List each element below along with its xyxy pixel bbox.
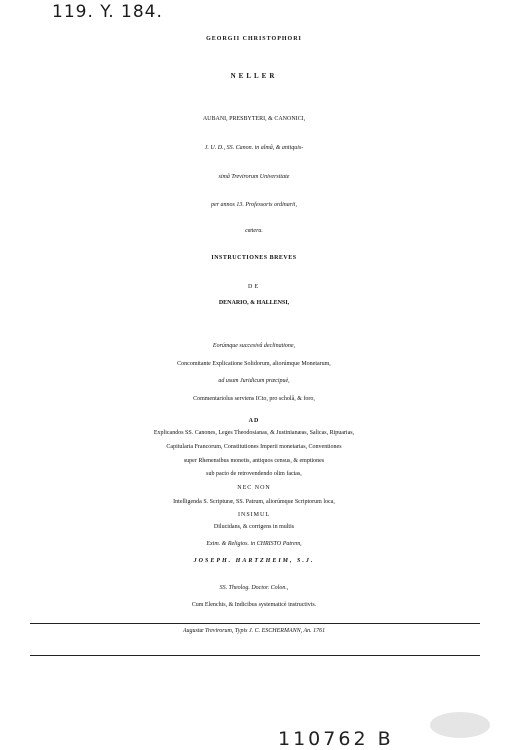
credentials-line-1: J. U. D., SS. Canon. in almâ, & antiquis- (204, 145, 304, 151)
work-title-line-3: DENARIO, & HALLENSI, (218, 300, 290, 306)
imprint-line: Augustæ Trevirorum, Typis J. C. ESCHERMANN, An. 1761 (182, 628, 326, 634)
handwritten-shelfmark: 119. Y. 184. (52, 2, 163, 22)
exim-line: Exim. & Religios. in CHRISTO Patrem, (206, 541, 302, 547)
cum-elenchis-line: Cum Elenchis, & Indicibus systematicè instructivis. (191, 602, 317, 608)
imprint-bottom-rule (30, 655, 480, 656)
intelligenda-line: Intelligenda S. Scripturæ, SS. Patrum, aliorúmque Scriptorum loca, (173, 499, 335, 505)
library-stamp-bleed (430, 712, 490, 738)
dilucidans-line: Dilucidans, & corrigens in multis (213, 524, 295, 530)
subtitle-line-1: Eorúmque succesivâ declinatione, (212, 343, 296, 349)
credentials-line-4: cœtera. (245, 228, 263, 234)
hartzheim-name: JOSEPH. HARTZHEIM, S.J. (193, 558, 315, 564)
author-first-names: GEORGII CHRISTOPHORI (206, 36, 302, 42)
imprint-top-rule (30, 623, 480, 624)
subtitle-line-2: Concomitante Explicatione Solidorum, aliorúmque Monetarum, (177, 361, 331, 367)
explicandos-line-2: Capitularia Francorum, Constitutiones Imperii monetarias, Conventiones (166, 444, 342, 450)
ss-theolog-line: SS. Theolog. Doctor. Colon., (219, 585, 289, 591)
credentials-line-2: simâ Trevirorum Universitate (218, 174, 290, 180)
insimul-label: INSIMUL (238, 512, 270, 518)
stamped-number: 110762 B (278, 728, 394, 750)
work-title-line-1: INSTRUCTIONES BREVES (211, 255, 297, 261)
explicandos-line-3: super Rhenensibus monetis, antiquos census, & emptiones (183, 458, 325, 464)
ad-label: AD (248, 418, 260, 424)
explicandos-line-4: sub pacto de retrovendendo olim factas, (206, 471, 302, 477)
credentials-line-3: per annos 13. Professoris ordinarii, (211, 202, 297, 208)
subtitle-line-3: ad usum Juridicum præcipuè, (218, 378, 290, 384)
author-surname: NELLER (230, 72, 278, 80)
author-origin: AUBANI, PRESBYTERI, & CANONICI, (202, 116, 306, 122)
explicandos-line-1: Explicandos SS. Canones, Leges Theodosianas, & Justinianæas, Salicas, Ripuarias, (153, 430, 355, 436)
nec-non-label: NEC NON (237, 485, 271, 491)
subtitle-line-4: Commentariolus serviens ICto, pro scholâ, & foro, (193, 396, 315, 402)
work-title-line-2: DE (248, 284, 260, 290)
